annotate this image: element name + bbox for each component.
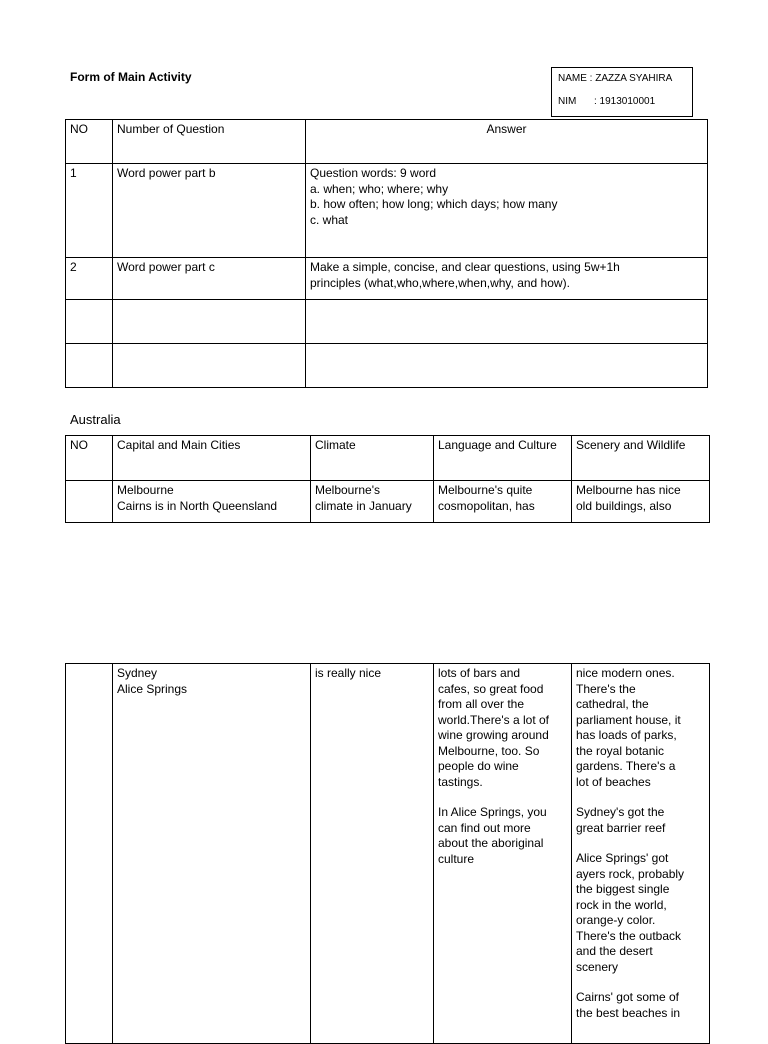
table-row <box>66 481 710 523</box>
cell-line: the best beaches in <box>576 1005 681 1020</box>
header-answer: Answer <box>306 120 708 164</box>
paragraph-gap <box>438 790 567 805</box>
answer-line: Question words: 9 word <box>310 166 437 180</box>
identity-box <box>551 67 693 117</box>
cell-line: Cairns' got some of <box>576 990 680 1004</box>
cell-line: Melbourne, too. So <box>438 743 540 758</box>
answer-line: b. how often; how long; which days; how many <box>310 197 558 211</box>
nim-value: : 1913010001 <box>594 96 656 107</box>
answer-line: c. what <box>310 212 349 227</box>
cell-line: can find out more <box>438 820 531 835</box>
cell-line: scenery <box>576 959 619 974</box>
australia-table-part1 <box>65 435 710 523</box>
cell-line: Alice Springs' got <box>576 851 669 865</box>
cell-line: the royal botanic <box>576 743 665 758</box>
cell-line: ayers rock, probably <box>576 866 685 881</box>
cell-line: cafes, so great food <box>438 681 544 696</box>
cell-line: There's the <box>576 681 636 696</box>
row-no: 1 <box>66 164 113 258</box>
cell-line: has loads of parks, <box>576 728 677 742</box>
language-cell <box>434 481 572 523</box>
row-no <box>66 481 113 523</box>
cell-line: orange-y color. <box>576 913 656 927</box>
row-no: 2 <box>66 258 113 300</box>
climate-cell <box>311 481 434 523</box>
paragraph-gap <box>576 975 705 990</box>
cell-line: There's the outback <box>576 928 682 943</box>
header-scenery: Scenery and Wildlife <box>572 436 710 481</box>
cell-line: cosmopolitan, has <box>438 498 535 513</box>
australia-table-part2 <box>65 663 710 1044</box>
header-no: NO <box>66 120 113 164</box>
cell-line: Alice Springs <box>117 681 188 696</box>
cities-cell <box>113 664 311 1044</box>
row-question: Word power part c <box>113 258 306 300</box>
answer-line: principles (what,who,where,when,why, and how). <box>310 275 570 290</box>
row-answer <box>306 164 708 258</box>
nim-label: NIM <box>558 96 577 107</box>
header-climate: Climate <box>311 436 434 481</box>
cell-line: parliament house, it <box>576 712 681 727</box>
empty-row <box>66 344 708 388</box>
header-language: Language and Culture <box>434 436 572 481</box>
table-row <box>66 164 708 258</box>
cell-line: rock in the world, <box>576 897 667 912</box>
header-cities: Capital and Main Cities <box>113 436 311 481</box>
cell-line: nice modern ones. <box>576 666 675 680</box>
cell-line: culture <box>438 851 475 866</box>
cell-line: Melbourne's quite <box>438 483 533 497</box>
cities-cell <box>113 481 311 523</box>
cell-line: and the desert <box>576 944 653 958</box>
cell-line: wine growing around <box>438 728 549 742</box>
scenery-cell <box>572 664 710 1044</box>
cell-line: great barrier reef <box>576 820 666 835</box>
section-title: Australia <box>70 412 121 427</box>
cell-line: Melbourne <box>117 483 174 497</box>
cell-line: is really nice <box>315 666 382 680</box>
answer-line: a. when; who; where; why <box>310 181 449 196</box>
cell-line: gardens. There's a <box>576 759 676 773</box>
header-question: Number of Question <box>113 120 306 164</box>
table-row <box>66 258 708 300</box>
cell-line: the biggest single <box>576 882 670 896</box>
cell-line: lot of beaches <box>576 774 651 789</box>
paragraph-gap <box>576 790 705 805</box>
name-line: NAME : ZAZZA SYAHIRA <box>558 73 673 84</box>
paragraph-gap <box>576 836 705 851</box>
cell-line: Melbourne's <box>315 483 380 497</box>
row-no <box>66 664 113 1044</box>
cell-line: old buildings, also <box>576 498 672 513</box>
cell-line: tastings. <box>438 774 483 789</box>
cell-line: Sydney's got the <box>576 805 665 819</box>
cell-line: about the aboriginal <box>438 836 544 850</box>
language-cell <box>434 664 572 1044</box>
cell-line: lots of bars and <box>438 666 521 680</box>
cell-line: climate in January <box>315 498 412 513</box>
cell-line: from all over the <box>438 697 525 711</box>
cell-line: Melbourne has nice <box>576 483 681 497</box>
table-row <box>66 664 710 1044</box>
climate-cell <box>311 664 434 1044</box>
empty-row <box>66 300 708 344</box>
cell-line: Cairns is in North Queensland <box>117 498 278 513</box>
form-title: Form of Main Activity <box>70 70 192 84</box>
cell-line: cathedral, the <box>576 697 649 711</box>
activity-header-row <box>66 120 708 164</box>
activity-table <box>65 119 708 388</box>
cell-line: Sydney <box>117 666 158 680</box>
answer-line: Make a simple, concise, and clear questions, using 5w+1h <box>310 260 620 274</box>
row-question: Word power part b <box>113 164 306 258</box>
cell-line: people do wine <box>438 759 519 773</box>
scenery-cell <box>572 481 710 523</box>
row-answer <box>306 258 708 300</box>
header-no: NO <box>66 436 113 481</box>
cell-line: world.There's a lot of <box>438 712 550 727</box>
cell-line: In Alice Springs, you <box>438 805 547 819</box>
australia-header-row <box>66 436 710 481</box>
